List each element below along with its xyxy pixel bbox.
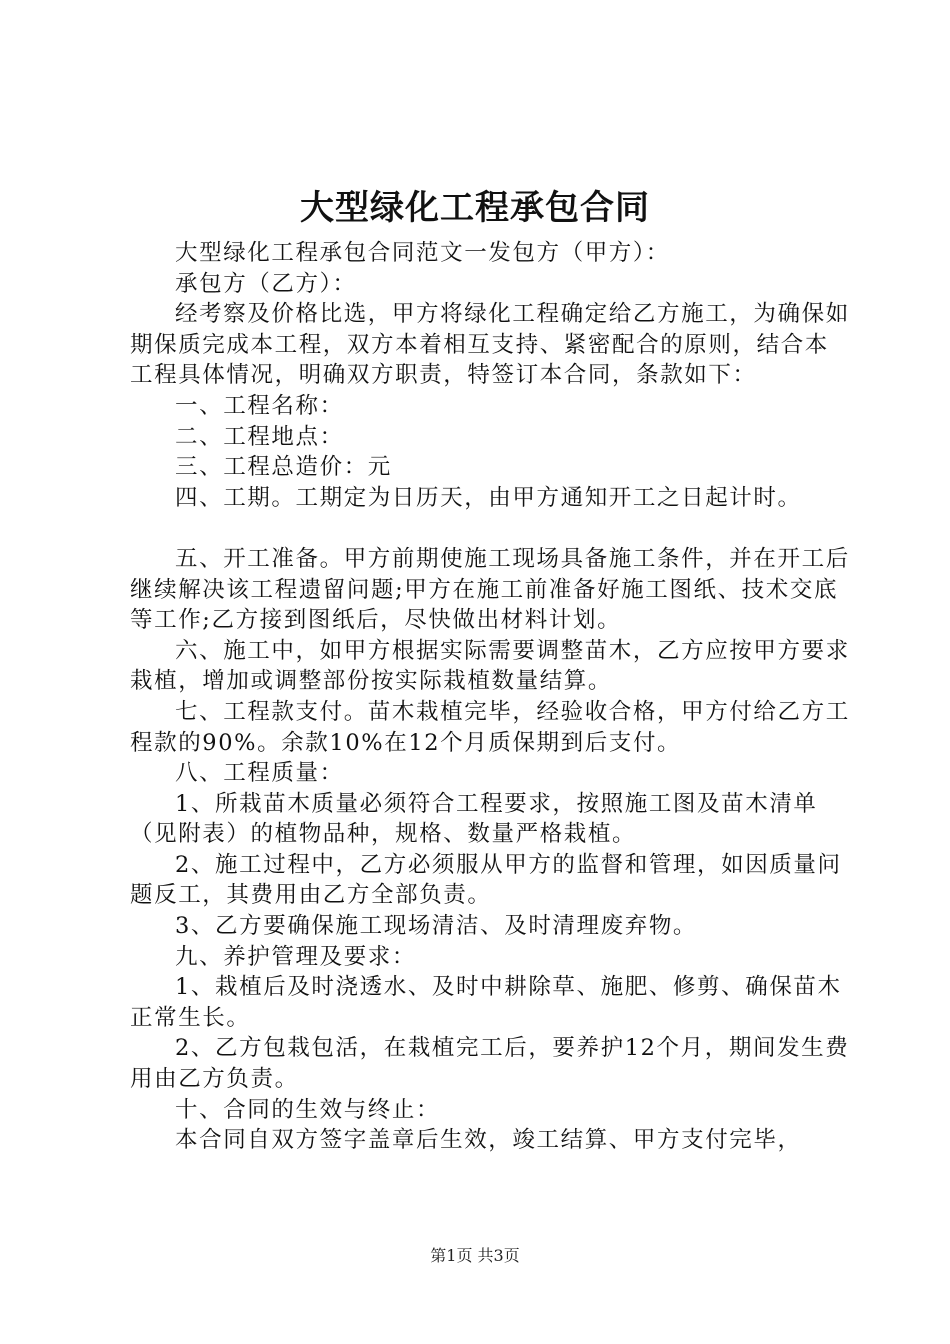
paragraph-clause-8-item-3: 3、乙方要确保施工现场清洁、及时清理废弃物。 <box>175 913 698 940</box>
paragraph-spacer <box>130 513 852 544</box>
paragraph-clause-10-text: 本合同自双方签字盖章后生效，竣工结算、甲方支付完毕， <box>175 1127 802 1154</box>
paragraph-clause-5: 五、开工准备。甲方前期使施工现场具备施工条件，并在开工后继续解决该工程遗留问题;甲方在施工前准备好施工图纸、技术交底等工作;乙方接到图纸后，尽快做出材料计划。 <box>130 545 850 634</box>
document-title: 大型绿化工程承包合同 <box>300 188 650 228</box>
paragraph-clause-9-item-2: 2、乙方包栽包活，在栽植完工后，要养护12个月，期间发生费用由乙方负责。 <box>130 1035 850 1093</box>
paragraph-clause-4: 四、工期。工期定为日历天，由甲方通知开工之日起计时。 <box>175 484 802 511</box>
paragraph-party-b: 承包方（乙方）： <box>175 270 357 297</box>
paragraph-clause-6: 六、施工中，如甲方根据实际需要调整苗木，乙方应按甲方要求栽植，增加或调整部份按实际栽植数量结算。 <box>130 637 850 695</box>
document-body <box>130 238 852 1156</box>
paragraph-clause-9-item-1: 1、栽植后及时浇透水、及时中耕除草、施肥、修剪、确保苗木正常生长。 <box>130 974 842 1031</box>
paragraph-clause-1: 一、工程名称： <box>175 392 344 419</box>
paragraph-clause-2: 二、工程地点： <box>175 423 344 450</box>
paragraph-intro: 大型绿化工程承包合同范文一发包方（甲方）： <box>175 240 670 266</box>
paragraph-clause-7: 七、工程款支付。苗木栽植完毕，经验收合格，甲方付给乙方工程款的90%。余款10%在12个月质保期到后支付。 <box>130 698 850 756</box>
paragraph-clause-8: 八、工程质量： <box>175 760 344 787</box>
paragraph-preamble: 经考察及价格比选，甲方将绿化工程确定给乙方施工，为确保如期保质完成本工程，双方本着相互支持、紧密配合的原则，结合本工程具体情况，明确双方职责，特签订本合同，条款如下： <box>130 301 850 389</box>
paragraph-clause-8-item-1: 1、所栽苗木质量必须符合工程要求，按照施工图及苗木清单（见附表）的植物品种，规格、数量严格栽植。 <box>130 790 818 848</box>
paragraph-clause-8-item-2: 2、施工过程中，乙方必须服从甲方的监督和管理，如因质量问题反工，其费用由乙方全部负责。 <box>130 851 842 909</box>
paragraph-clause-10: 十、合同的生效与终止： <box>175 1096 441 1123</box>
paragraph-clause-3: 三、工程总造价：元 <box>175 454 392 481</box>
page-footer: 第1页 共3页 <box>430 1246 520 1265</box>
paragraph-clause-9: 九、养护管理及要求： <box>175 943 417 970</box>
